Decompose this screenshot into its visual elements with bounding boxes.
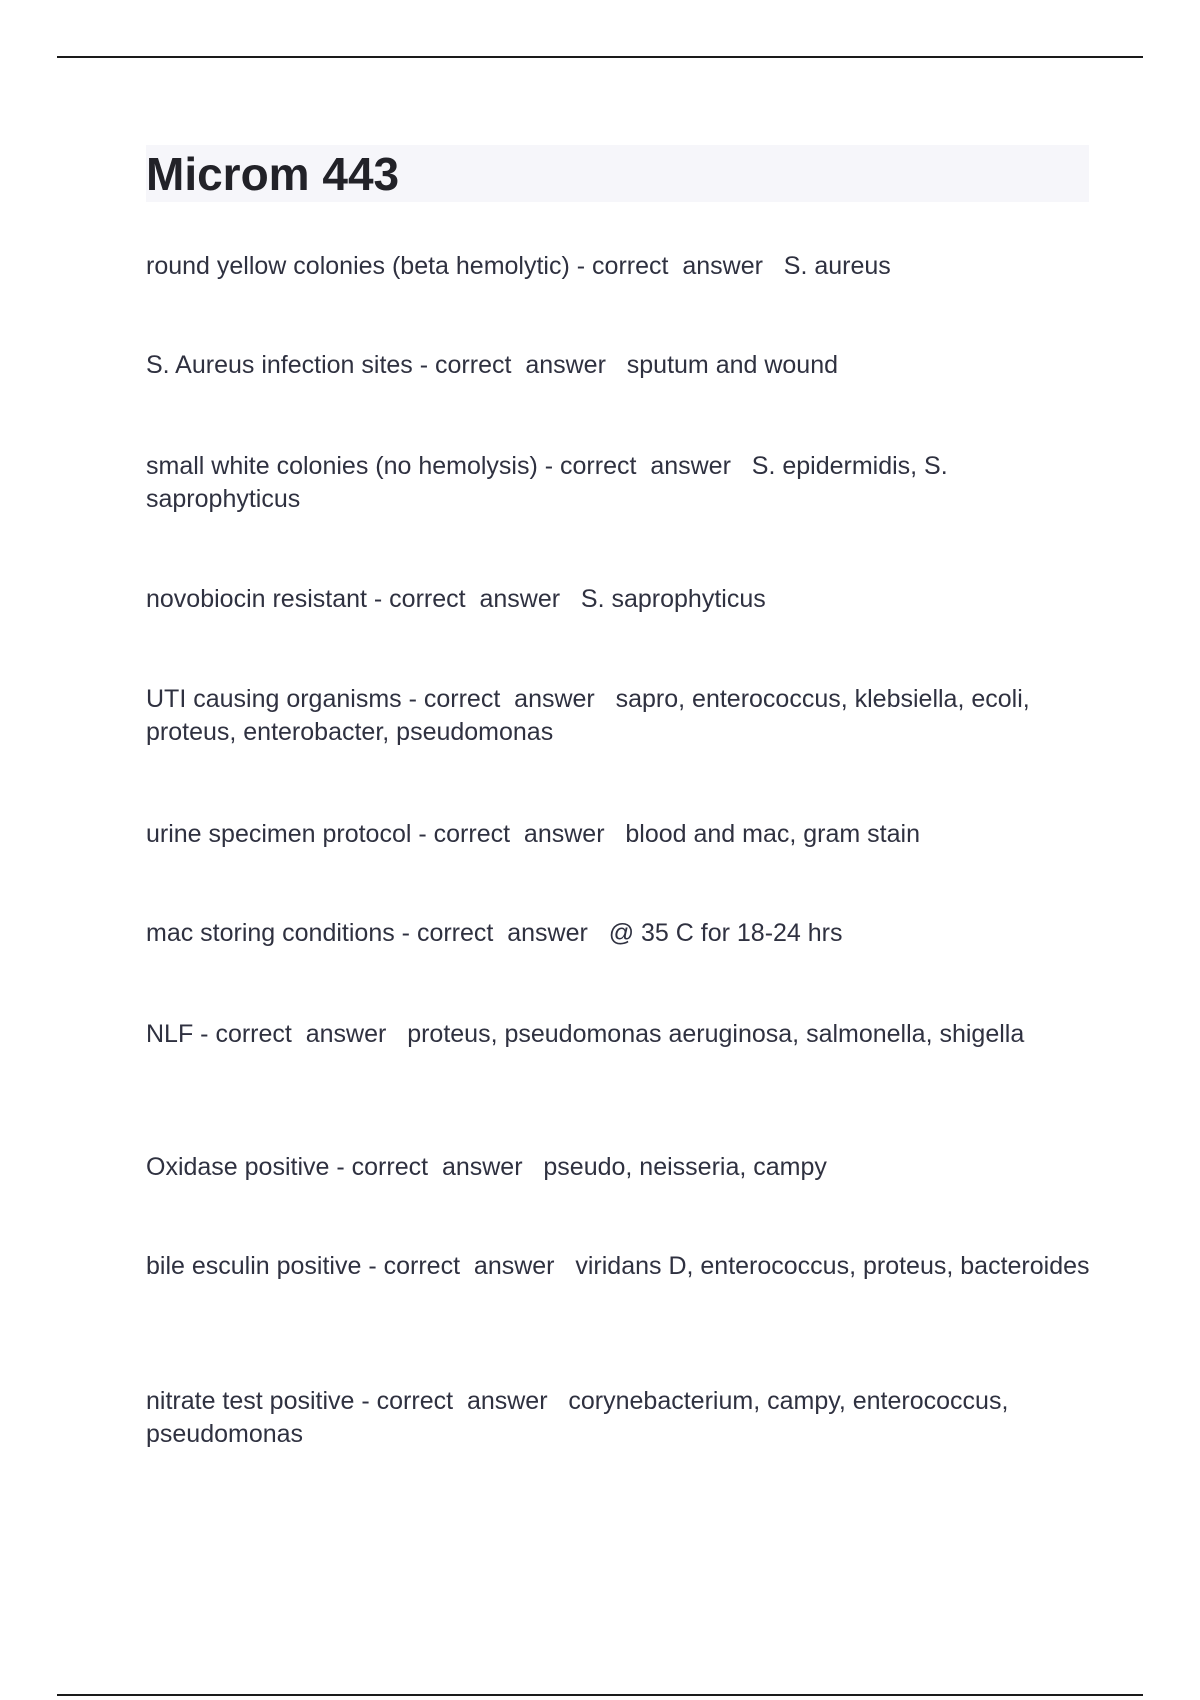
card-answer: sapro, enterococcus, klebsiella, ecoli, proteus, enterobacter, pseudomonas — [146, 685, 1030, 746]
card-term: NLF — [146, 1020, 194, 1048]
card-term: small white colonies (no hemolysis) — [146, 452, 538, 480]
card-separator: - correct answer — [569, 252, 784, 280]
card-answer: @ 35 C for 18-24 hrs — [608, 919, 843, 947]
card-separator: - correct answer — [329, 1153, 544, 1181]
card-term: Oxidase positive — [146, 1153, 330, 1181]
card-separator: - correct answer — [401, 685, 616, 713]
card-answer: corynebacterium, campy, enterococcus, pseudomonas — [146, 1387, 1009, 1448]
bottom-rule — [57, 1694, 1143, 1696]
card-separator: - correct answer — [394, 919, 609, 947]
card-term: bile esculin positive — [146, 1252, 362, 1280]
card-separator: - correct answer — [193, 1020, 408, 1048]
flashcard-item — [146, 818, 1096, 851]
flashcard-item — [146, 450, 1096, 516]
flashcard-item — [146, 583, 1096, 616]
card-answer: pseudo, neisseria, campy — [543, 1153, 827, 1181]
card-separator: - correct answer — [354, 1387, 569, 1415]
flashcard-item — [146, 1018, 1096, 1051]
card-term: nitrate test positive — [146, 1387, 355, 1415]
page-title: Microm 443 — [146, 148, 400, 200]
card-answer: sputum and wound — [626, 351, 839, 379]
card-term: novobiocin resistant — [146, 585, 367, 613]
card-term: urine specimen protocol — [146, 820, 412, 848]
card-answer: proteus, pseudomonas aeruginosa, salmonella, shigella — [407, 1020, 1025, 1048]
card-answer: S. aureus — [783, 252, 891, 280]
card-answer: viridans D, enterococcus, proteus, bacteroides — [575, 1252, 1090, 1280]
flashcard-item — [146, 250, 1096, 283]
flashcard-item — [146, 917, 1096, 950]
card-separator: - correct answer — [412, 351, 627, 379]
card-separator: - correct answer — [411, 820, 626, 848]
card-separator: - correct answer — [366, 585, 581, 613]
card-answer: S. saprophyticus — [580, 585, 766, 613]
flashcard-item — [146, 1385, 1096, 1451]
card-answer: S. epidermidis, S. saprophyticus — [146, 452, 948, 513]
flashcard-item — [146, 1151, 1096, 1184]
card-term: S. Aureus infection sites — [146, 351, 413, 379]
card-term: UTI causing organisms — [146, 685, 402, 713]
flashcard-item — [146, 349, 1096, 382]
card-answer: blood and mac, gram stain — [625, 820, 920, 848]
card-separator: - correct answer — [361, 1252, 576, 1280]
title-bar — [146, 145, 1089, 202]
card-term: round yellow colonies (beta hemolytic) — [146, 252, 570, 280]
card-term: mac storing conditions — [146, 919, 395, 947]
flashcard-item — [146, 683, 1096, 749]
top-rule — [57, 56, 1143, 58]
card-separator: - correct answer — [537, 452, 752, 480]
flashcard-item — [146, 1250, 1096, 1283]
